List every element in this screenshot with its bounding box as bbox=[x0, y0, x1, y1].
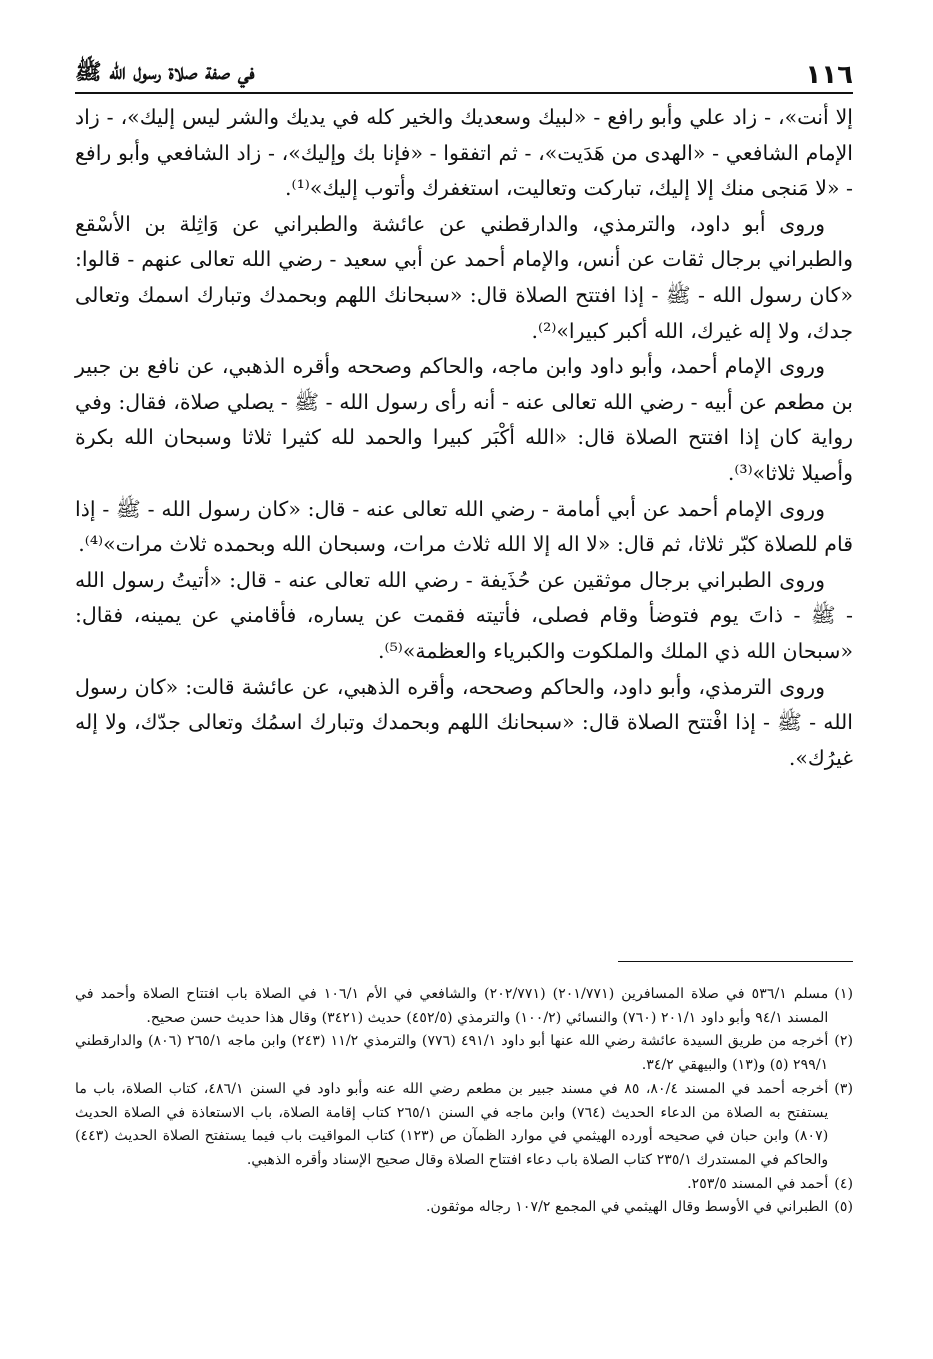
paragraph: وروى الطبراني برجال موثقين عن حُذَيفة - رضي الله تعالى عنه - قال: «أتيتُ رسول الله - ﷺ - ذاتَ يوم فتوضأ وقام فصلى، فأتيته فقمت عن يساره، فأقامني عن يمينه، فقال: «سبحان الله ذي الملك والملكوت والكبرياء والعظمة»⁽⁵⁾. bbox=[75, 567, 853, 663]
footnote-text: أخرجه من طريق السيدة عائشة رضي الله عنها أبو داود ٤٩١/١ (٧٧٦) والترمذي ١١/٢ (٢٤٣) وابن ماجه ٢٦٥/١ (٨٠٦) والدارقطني ٢٩٩/١ (٥) و(١٣) والبيهقي ٣٤/٢. bbox=[75, 1033, 829, 1074]
paragraph: وروى الترمذي، وأبو داود، والحاكم وصححه، وأقره الذهبي، عن عائشة قالت: «كان رسول الله - ﷺ - إذا افْتتح الصلاة قال: «سبحانك اللهم وبحمدك وتبارك اسمُك وتعالى جدّك، ولا إله غيرُك». bbox=[75, 674, 853, 770]
page-header bbox=[75, 46, 853, 90]
footnote-number: (٤) bbox=[834, 1175, 853, 1192]
footnote bbox=[75, 1196, 853, 1220]
footnote-number: (١) bbox=[834, 986, 853, 1002]
footnote-text: الطبراني في الأوسط وقال الهيثمي في المجمع ١٠٧/٢ رجاله موثقون. bbox=[426, 1199, 829, 1216]
footnote-number: (٣) bbox=[834, 1080, 853, 1097]
footnote-number: (٥) bbox=[834, 1199, 853, 1216]
footnote-number: (٢) bbox=[834, 1033, 853, 1050]
footnote-separator bbox=[618, 961, 853, 962]
page-number: ١١٦ bbox=[805, 60, 853, 90]
footnote bbox=[75, 1030, 853, 1077]
paragraph: وروى أبو داود، والترمذي، والدارقطني عن عائشة والطبراني عن وَاثِلة بن الأسْقع والطبراني برجال ثقات عن أنس، والإمام أحمد عن أبي سعيد - رضي الله تعالى عنهم - قالوا: «كان رسول الله - ﷺ - إذا افتتح الصلاة قال: «سبحانك اللهم وبحمدك وتبارك اسمك وتعالى جدك، ولا إله غيرك، الله أكبر كبيرا»⁽²⁾. bbox=[75, 211, 853, 343]
footnote-text: أخرجه أحمد في المسند ٨٠/٤، ٨٥ في مسند جبير بن مطعم رضي الله عنه وأبو داود في السنن ٤٨٦/١، كتاب الصلاة، باب ما يستفتح به الصلاة من الدعاء الحديث (٧٦٤) وابن ماجه في السنن ٢٦٥/١ كتاب إقامة الصلاة، باب الاستعاذة في الصلاة الحديث (٨٠٧) وابن حبان في صحيحه أورده الهيثمي في موارد الظمآن ص (١٢٣) كتاب المواقيت باب فيما يستفتح الصلاة الحديث (٤٤٣) والحاكم في المستدرك ٢٣٥/١ كتاب الصلاة باب دعاء افتتاح الصلاة وقال صحيح الإسناد وأقره الذهبي. bbox=[75, 1080, 829, 1168]
paragraph: وروى الإمام أحمد عن أبي أمامة - رضي الله تعالى عنه - قال: «كان رسول الله - ﷺ - إذا قام للصلاة كبّر ثلاثا، ثم قال: «لا اله إلا الله ثلاث مرات، وسبحان الله وبحمده ثلاث مرات»⁽⁴⁾. bbox=[75, 496, 853, 557]
running-title: في صفة صلاة رسول الله ﷺ bbox=[75, 59, 255, 85]
header-rule bbox=[75, 92, 853, 94]
footnote bbox=[75, 1173, 853, 1197]
paragraph: وروى الإمام أحمد، وأبو داود وابن ماجه، والحاكم وصححه وأقره الذهبي، عن نافع بن جبير بن مطعم عن أبيه - رضي الله تعالى عنه - أنه رأى رسول الله - ﷺ - يصلي صلاة، فقال: وفي رواية كان إذا افتتح الصلاة قال: «الله أكْبَر كبيرا والحمد لله كثيرا ثلاثا وسبحان الله بكرة وأصيلا ثلاثا»⁽³⁾. bbox=[75, 354, 853, 485]
footnotes bbox=[75, 983, 853, 1220]
footnote-text: أحمد في المسند ٢٥٣/٥. bbox=[687, 1175, 829, 1192]
footnote-text: مسلم ٥٣٦/١ في صلاة المسافرين (٢٠١/٧٧١) (٢٠٢/٧٧١) والشافعي في الأم ١٠٦/١ في الصلاة باب افتتاح الصلاة وأحمد في المسند ٩٤/١ وأبو داود ٢٠١/١ (٧٦٠) والنسائي (١٠٠/٢) والترمذي (٤٥٢/٥) حديث (٣٤٢١) وقال هذا حديث حسن صحيح. bbox=[75, 986, 829, 1026]
footnote bbox=[75, 983, 853, 1030]
main-text bbox=[75, 100, 853, 776]
paragraph: إلا أنت»، - زاد علي وأبو رافع - «لبيك وسعديك والخير كله في يديك والشر ليس إليك»، - زاد الإمام الشافعي - «الهدى من هَدَيت»، - ثم اتفقوا - «فإنا بك وإليك»، - زاد الشافعي وأبو رافع - «لا مَنجى منك إلا إليك، تباركت وتعاليت، استغفرك وأتوب إليك»⁽¹⁾. bbox=[75, 105, 853, 201]
footnote bbox=[75, 1078, 853, 1173]
